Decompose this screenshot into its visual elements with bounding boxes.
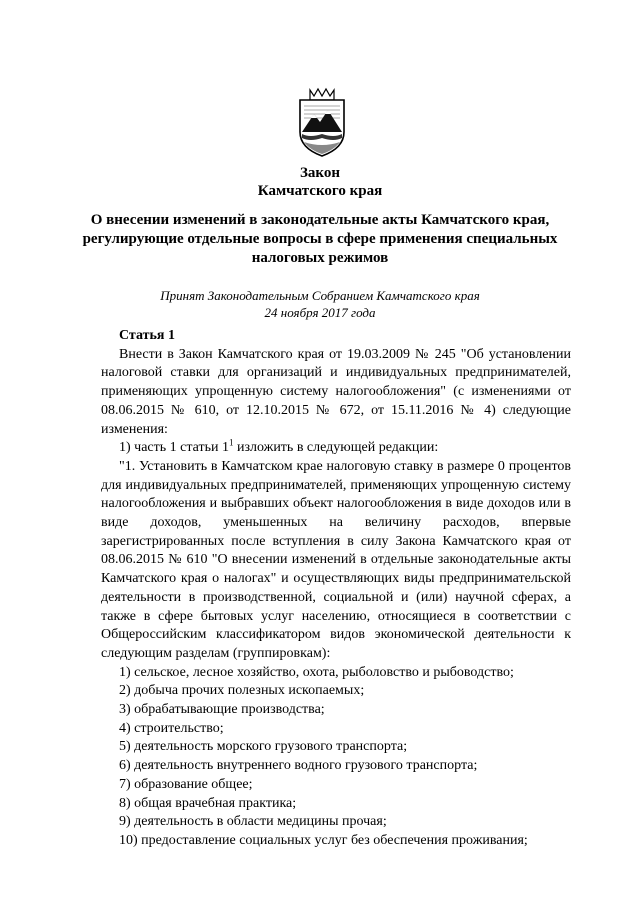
list-item: 5) деятельность морского грузового транспорта; (119, 739, 408, 755)
list-item: 3) обрабатывающие производства; (119, 702, 325, 718)
list-item: 9) деятельность в области медицины прочая; (119, 814, 387, 830)
subject-line: О внесении изменений в законодательные акты Камчатского края, (90, 212, 550, 228)
article-body (101, 327, 571, 851)
subject-line: регулирующие отдельные вопросы в сфере применения специальных (82, 231, 558, 247)
adopted-date: 24 ноября 2017 года (264, 305, 376, 320)
list-item: 1) сельское, лесное хозяйство, охота, рыболовство и рыбоводство; (119, 664, 514, 680)
law-subject (60, 211, 580, 268)
article-heading: Статья 1 (119, 328, 175, 343)
law-word: Закон (299, 165, 340, 181)
adopted-by: Принят Законодательным Собранием Камчатского края (160, 288, 480, 303)
point-1-text: 1) часть 1 статьи 1 (119, 440, 229, 456)
quoted-text: "1. Установить в Камчатском крае налоговую ставку в размере 0 процентов для индивидуальных предпринимателей, применяющих упрощенную систему налогообложения и выбравших объект налогообложения в виде доходов или в виде доходов, уменьшенных на величину расходов, впервые зарегистрированных после вступления в силу Закона Камчатского края от 08.06.2015 № 610 "О внесении изменений в отдельные законодательные акты Камчатского края о налогах" и осуществляющих виды предпринимательской деятельности в производственной, социальной и (или) научной сферах, а также в сфере бытовых услуг населению, относящиеся в соответствии с Общероссийским классификатором видов экономической деятельности к следующим разделам (группировкам): (101, 458, 571, 661)
point-1-sup: 1 (228, 437, 234, 448)
adoption-note (60, 287, 580, 321)
list-item: 6) деятельность внутреннего водного грузового транспорта; (119, 758, 478, 774)
list-item: 2) добыча прочих полезных ископаемых; (119, 683, 365, 699)
subject-line: налоговых режимов (251, 250, 389, 266)
list-item: 8) общая врачебная практика; (119, 795, 297, 811)
list-item: 4) строительство; (119, 720, 224, 736)
region-name: Камчатского края (257, 183, 383, 199)
list-item: 7) образование общее; (119, 776, 253, 792)
list-item: 10) предоставление социальных услуг без обеспечения проживания; (119, 832, 528, 848)
point-1 (101, 439, 571, 458)
article-intro: Внести в Закон Камчатского края от 19.03.2009 № 245 "Об установлении налоговой ставки для организаций и индивидуальных предпринимателей, применяющих упрощенную систему налогообложения" (с изменениями от 08.06.2015 № 610, от 12.10.2015 № 672, от 15.11.2016 № 4) следующие изменения: (101, 346, 571, 437)
coat-of-arms-icon (290, 86, 354, 158)
point-1-text-end: изложить в следующей редакции: (233, 440, 439, 456)
